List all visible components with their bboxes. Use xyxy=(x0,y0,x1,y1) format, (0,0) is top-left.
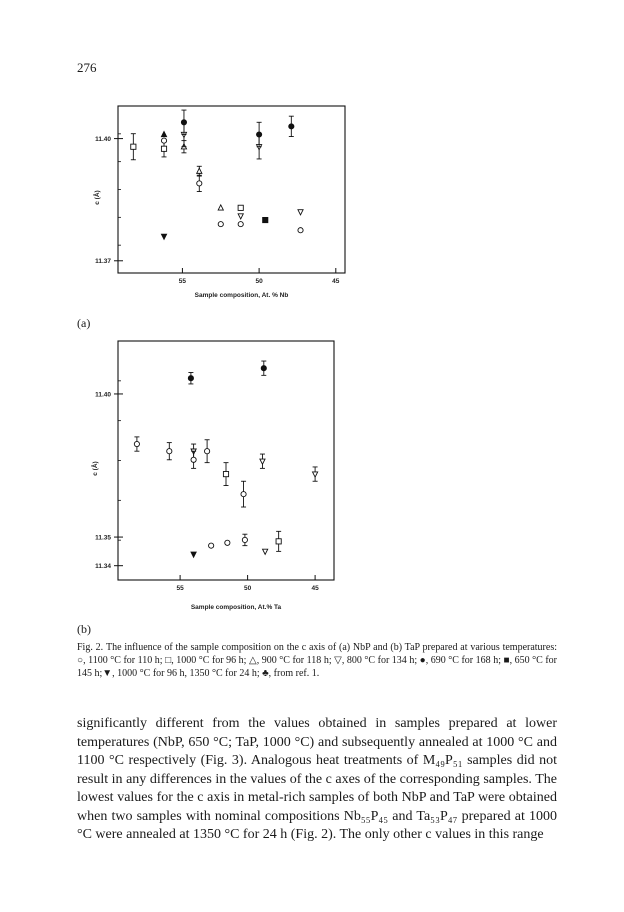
data-point-13 xyxy=(238,214,243,219)
chart-a-nbp xyxy=(0,0,624,310)
data-point-12 xyxy=(260,459,265,464)
panel-label-a: (a) xyxy=(77,316,91,330)
x-tick-label: 45 xyxy=(332,278,340,285)
data-point-9 xyxy=(197,181,202,186)
data-point-group xyxy=(161,132,166,137)
data-point-group xyxy=(238,205,243,210)
data-point-group xyxy=(134,437,139,451)
data-point-13 xyxy=(261,366,266,371)
data-point-group xyxy=(161,138,166,143)
data-point-16 xyxy=(313,472,318,477)
data-point-7 xyxy=(181,120,186,125)
x-tick-label: 45 xyxy=(311,585,319,592)
figure-caption xyxy=(77,641,557,680)
data-point-18 xyxy=(289,124,294,129)
data-point-group xyxy=(276,531,281,551)
data-point-1 xyxy=(161,146,166,151)
x-tick-label: 55 xyxy=(176,585,184,592)
y-axis-title: c (Å) xyxy=(94,190,101,205)
data-point-group xyxy=(218,222,223,227)
chart-a-axes xyxy=(92,106,345,299)
y-tick-label: 11.34 xyxy=(95,562,111,570)
data-point-group xyxy=(260,454,265,468)
data-point-group xyxy=(191,451,196,468)
data-point-3 xyxy=(161,132,166,137)
data-point-11 xyxy=(218,222,223,227)
data-point-group xyxy=(197,175,202,191)
data-point-6 xyxy=(205,449,210,454)
y-tick-label: 11.37 xyxy=(95,258,111,266)
body-paragraph: significantly different from the values obtained in samples prepared at lower temperatures (NbP, 650 °C; TaP, 1000 °C) and subsequently annealed at 1000 °C and 1100 °C respectively (Fig. 3). Analogous heat treatments of M₄₉P₅₁ samples did not result in any differences in the values of the c axes of the corresponding samples. The lowest values for the c axis in metal-rich samples of both NbP and TaP were obtained when two samples with nominal compositions Nb₅₅P₄₅ and Ta₅₃P₄₇ prepared at 1000 °C were annealed at 1350 °C for 24 h (Fig. 2). The only other c values in this range xyxy=(77,716,557,842)
data-point-0 xyxy=(131,144,136,149)
caption-label: Fig. 2. xyxy=(77,642,104,653)
data-point-group xyxy=(257,122,262,146)
chart-a-marks xyxy=(131,110,303,239)
data-point-14 xyxy=(238,222,243,227)
caption-text: The influence of the sample composition on the c axis of (a) NbP and (b) TaP prepared at various temperatures: ○, 1100 °C for 110 h; □, 1000 °C for 96 h; △, 900 °C for 118 h; ▽, 800 °C for 134 h; ●, 690 °C for 168 h; ■, 650 °C for 145 h;▼, 1000 °C for 96 h, 1350 °C for 24 h; ♣, from ref. 1. xyxy=(77,642,557,679)
panel-label-b: (b) xyxy=(77,622,91,636)
chart-b-marks xyxy=(134,361,317,557)
data-point-3 xyxy=(191,457,196,462)
plot-frame xyxy=(118,106,345,273)
data-point-1 xyxy=(167,449,172,454)
data-point-group xyxy=(209,543,214,548)
data-point-group xyxy=(181,110,186,134)
y-axis-title: c (Å) xyxy=(92,461,99,476)
x-axis-title: Sample composition, At. % Nb xyxy=(194,292,289,299)
data-point-group xyxy=(241,481,246,507)
data-point-10 xyxy=(241,492,246,497)
data-point-group xyxy=(188,372,193,383)
data-point-group xyxy=(225,540,230,545)
x-tick-label: 50 xyxy=(255,278,263,285)
data-point-19 xyxy=(298,210,303,215)
data-point-group xyxy=(313,467,318,481)
data-point-group xyxy=(298,228,303,233)
x-tick-label: 50 xyxy=(243,585,252,592)
page-number: 276 xyxy=(77,60,97,75)
data-point-12 xyxy=(238,205,243,210)
data-point-11 xyxy=(242,537,247,542)
data-point-15 xyxy=(276,539,281,544)
chart-b-axes xyxy=(90,341,334,611)
data-point-group xyxy=(238,214,243,219)
data-point-group xyxy=(205,440,210,463)
data-point-2 xyxy=(161,138,166,143)
data-point-10 xyxy=(218,205,223,210)
data-point-group xyxy=(131,134,136,160)
data-point-8 xyxy=(223,471,228,476)
y-tick-label: 11.40 xyxy=(95,135,111,143)
data-point-9 xyxy=(225,540,230,545)
data-point-group xyxy=(218,205,223,210)
data-point-16 xyxy=(257,132,262,137)
y-tick-label: 11.40 xyxy=(95,391,111,399)
data-point-4 xyxy=(161,234,166,239)
data-point-0 xyxy=(134,441,139,446)
chart-b-tap xyxy=(0,320,624,620)
data-point-5 xyxy=(191,552,196,557)
data-point-7 xyxy=(209,543,214,548)
data-point-group xyxy=(298,210,303,215)
data-point-group xyxy=(263,549,268,554)
data-point-4 xyxy=(188,376,193,381)
y-tick-label: 11.35 xyxy=(95,534,111,542)
data-point-14 xyxy=(263,549,268,554)
data-point-group xyxy=(242,534,247,545)
data-point-20 xyxy=(298,228,303,233)
data-point-group xyxy=(161,234,166,239)
x-axis-title: Sample composition, At.% Ta xyxy=(190,604,282,611)
data-point-group xyxy=(223,463,228,486)
data-point-group xyxy=(238,222,243,227)
data-point-17 xyxy=(263,217,268,222)
data-point-group xyxy=(289,116,294,136)
data-point-group xyxy=(197,166,202,176)
data-point-group xyxy=(263,217,268,222)
data-point-group xyxy=(261,361,266,375)
data-point-group xyxy=(167,443,172,460)
data-point-8 xyxy=(197,168,202,173)
data-point-group xyxy=(191,552,196,557)
x-tick-label: 55 xyxy=(178,278,187,285)
